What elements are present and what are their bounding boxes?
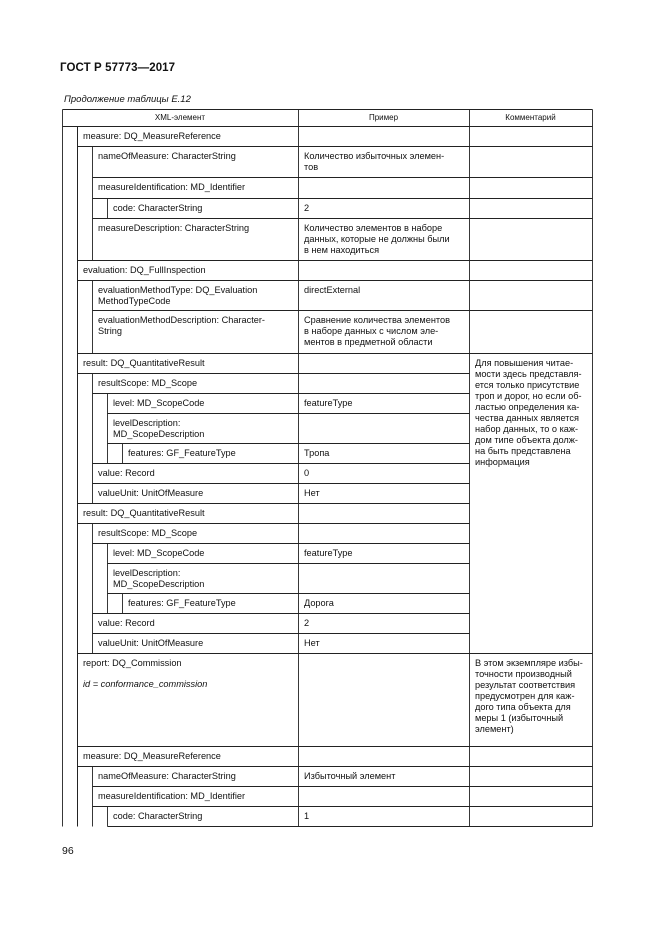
example-cell: 1 — [304, 811, 310, 821]
column-header: Пример — [368, 113, 399, 122]
example-cell: Нет — [304, 488, 320, 498]
xml-element-cell: nameOfMeasure: CharacterString — [98, 771, 236, 781]
xml-element-cell: levelDescription: MD_ScopeDescription — [113, 418, 205, 439]
xml-element-cell: report: DQ_Commission — [83, 658, 182, 668]
comment-cell: Для повышения читае- мости здесь представля- ется только присутствие троп и дорог, но если об- ластью определения ка- чества данных является набор данных, то о каж- дом типе объекта долж- на быть представлена информация — [475, 358, 582, 467]
xml-element-cell: valueUnit: UnitOfMeasure — [98, 488, 204, 498]
example-cell: Тропа — [304, 448, 330, 458]
xml-element-cell: evaluation: DQ_FullInspection — [83, 265, 206, 275]
xml-element-cell: measure: DQ_MeasureReference — [83, 131, 221, 141]
xml-element-table — [62, 109, 594, 828]
example-cell: 0 — [304, 468, 310, 478]
xml-element-cell: nameOfMeasure: CharacterString — [98, 151, 236, 161]
example-cell: 2 — [304, 203, 310, 213]
xml-element-cell: measureIdentification: MD_Identifier — [98, 182, 246, 192]
xml-element-cell: levelDescription: MD_ScopeDescription — [113, 568, 205, 589]
xml-element-cell: result: DQ_QuantitativeResult — [83, 508, 205, 518]
xml-element-cell: value: Record — [98, 618, 155, 628]
xml-element-cell: result: DQ_QuantitativeResult — [83, 358, 205, 368]
example-cell: featureType — [304, 398, 353, 408]
example-cell: Количество элементов в наборе данных, которые не должны были в нем находиться — [304, 223, 450, 255]
xml-element-cell: code: CharacterString — [113, 203, 203, 213]
xml-element-cell: code: CharacterString — [113, 811, 203, 821]
xml-element-cell: valueUnit: UnitOfMeasure — [98, 638, 204, 648]
example-cell: Избыточный элемент — [304, 771, 396, 781]
example-cell: 2 — [304, 618, 310, 628]
xml-element-cell: measureDescription: CharacterString — [98, 223, 250, 233]
xml-element-cell: value: Record — [98, 468, 155, 478]
example-cell: Сравнение количества элементов в наборе данных с числом эле- ментов в предметной области — [304, 315, 450, 347]
comment-cell: В этом экземпляре избы- точности производный результат соответствия предусмотрен для каж- дого типа объекта для меры 1 (избыточный элемент) — [475, 658, 583, 734]
example-cell: Количество избыточных элемен- тов — [304, 151, 445, 172]
document-header: ГОСТ Р 57773—2017 — [60, 62, 176, 74]
example-cell: directExternal — [304, 285, 361, 295]
xml-element-cell: level: MD_ScopeCode — [113, 548, 205, 558]
xml-element-cell: features: GF_FeatureType — [128, 448, 236, 458]
table-caption: Продолжение таблицы Е.12 — [64, 94, 191, 105]
xml-element-cell: features: GF_FeatureType — [128, 598, 236, 608]
example-cell: Дорога — [304, 598, 334, 608]
xml-element-cell: measure: DQ_MeasureReference — [83, 751, 221, 761]
xml-element-cell: resultScope: MD_Scope — [98, 528, 198, 538]
page-number: 96 — [62, 845, 74, 857]
xml-element-cell: resultScope: MD_Scope — [98, 378, 198, 388]
xml-element-attribute: id = conformance_commission — [83, 679, 208, 689]
example-cell: featureType — [304, 548, 353, 558]
column-header: Комментарий — [505, 113, 556, 122]
example-cell: Нет — [304, 638, 320, 648]
xml-element-cell: evaluationMethodDescription: Character- String — [98, 315, 265, 336]
xml-element-cell: evaluationMethodType: DQ_Evaluation MethodTypeCode — [98, 285, 258, 306]
column-header: XML-элемент — [154, 113, 206, 122]
xml-element-cell: level: MD_ScopeCode — [113, 398, 205, 408]
xml-element-cell: measureIdentification: MD_Identifier — [98, 791, 246, 801]
